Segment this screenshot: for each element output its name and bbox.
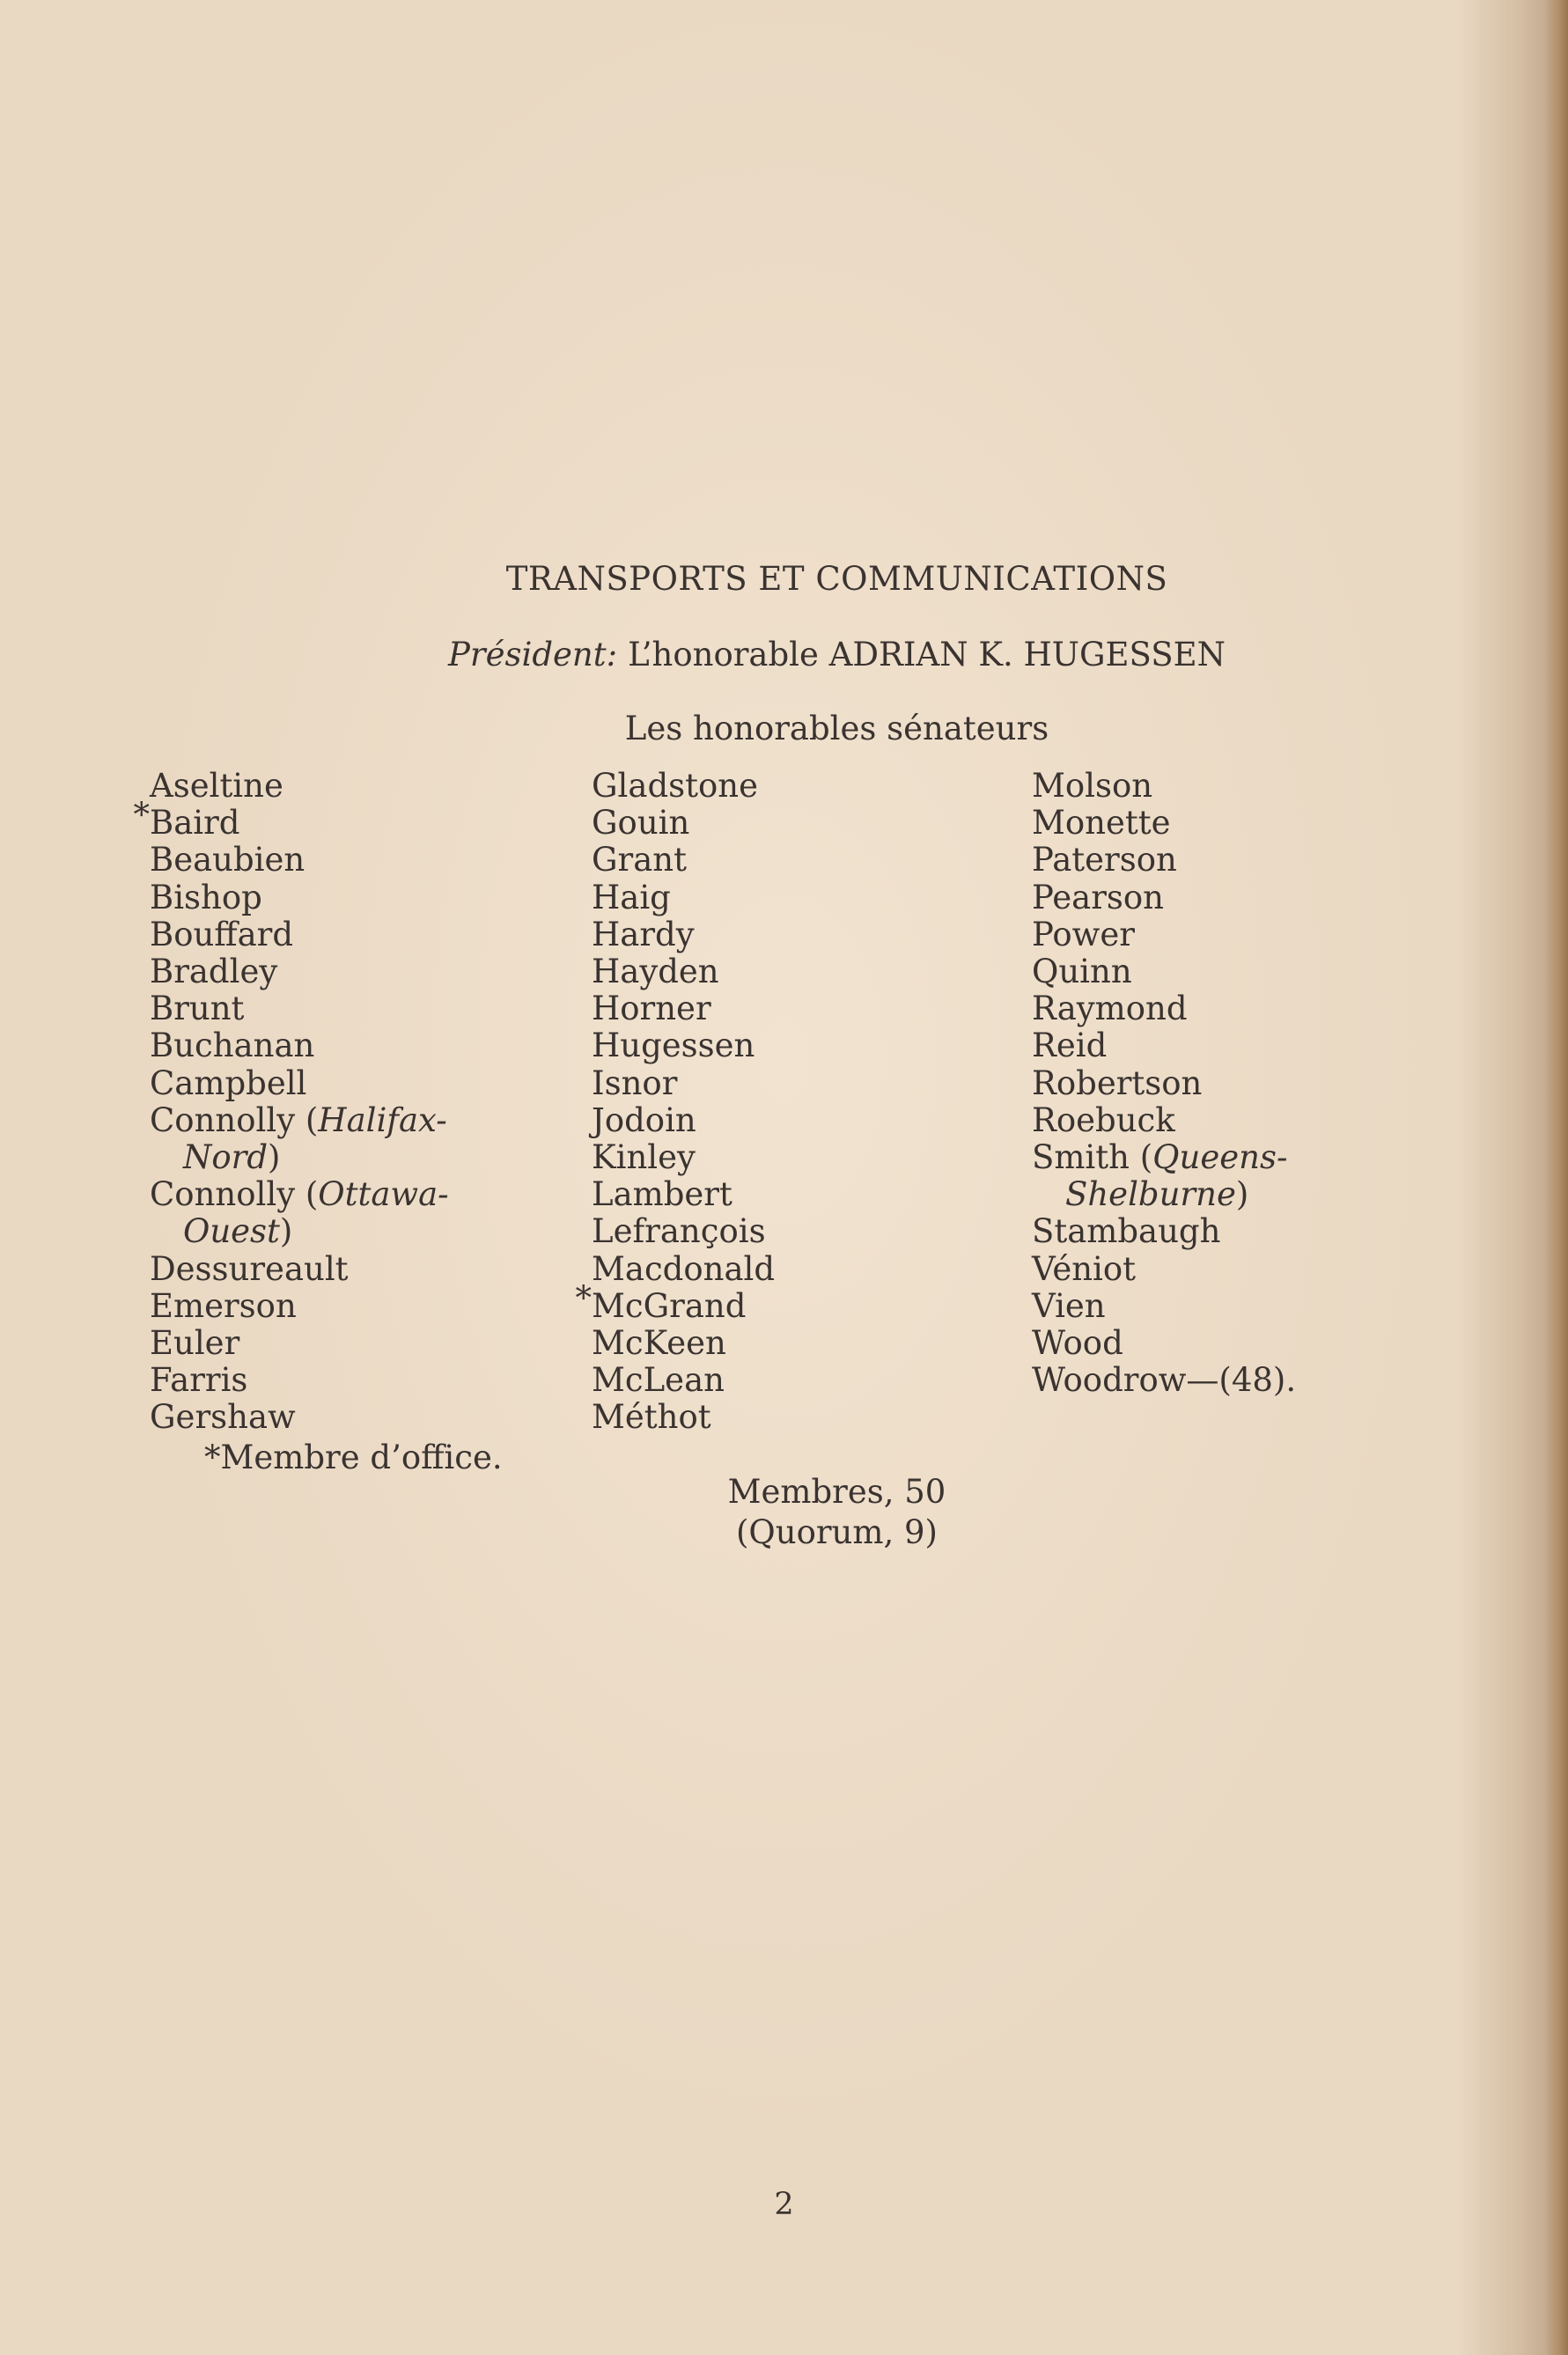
senator-name: Grant xyxy=(592,841,688,879)
senator-list-item xyxy=(592,1213,775,1250)
senator-list-item xyxy=(150,1027,449,1064)
senator-list-item xyxy=(150,1399,449,1436)
senator-name: Emerson xyxy=(150,1286,297,1325)
senator-name: McGrand xyxy=(592,1286,747,1325)
senator-division: Shelburne xyxy=(1065,1175,1236,1214)
senator-list-item xyxy=(150,1362,449,1399)
senator-column-1 xyxy=(133,767,449,1437)
senator-name: Lambert xyxy=(592,1175,732,1214)
senator-list-item xyxy=(1032,768,1296,805)
senator-list-item xyxy=(150,1213,449,1250)
senator-list-item xyxy=(592,879,775,916)
senator-name: Campbell xyxy=(150,1063,307,1102)
senator-list-item xyxy=(1032,1065,1296,1102)
quorum-count: (Quorum, 9) xyxy=(736,1513,938,1551)
senator-list-item xyxy=(150,1065,449,1102)
closing-paren: ) xyxy=(1235,1175,1249,1214)
senator-list-item xyxy=(592,1139,775,1176)
senator-list-item xyxy=(1032,842,1296,879)
senator-name: Gouin xyxy=(592,804,690,843)
senator-list-item xyxy=(150,805,449,842)
senator-name: Monette xyxy=(1032,804,1171,843)
president-label: Président: xyxy=(448,636,618,673)
senator-name: Molson xyxy=(1032,767,1153,805)
senator-name: Baird xyxy=(150,804,240,843)
senator-name: Roebuck xyxy=(1032,1100,1175,1139)
senator-list-item xyxy=(150,953,449,990)
ex-officio-footnote: *Membre d’office. xyxy=(204,1439,503,1476)
senator-name: Wood xyxy=(1032,1324,1123,1363)
senator-name: Paterson xyxy=(1032,841,1177,879)
senator-division: Ouest xyxy=(183,1212,280,1251)
senators-subtitle: Les honorables sénateurs xyxy=(624,710,1049,747)
senator-name: Raymond xyxy=(1032,990,1188,1028)
committee-title: TRANSPORTS ET COMMUNICATIONS xyxy=(505,560,1168,598)
senator-list-item xyxy=(1032,1213,1296,1250)
senator-list-item xyxy=(592,1288,775,1325)
senator-name: Gershaw xyxy=(150,1398,296,1437)
senator-name: Buchanan xyxy=(150,1027,315,1065)
senator-division: Queens- xyxy=(1152,1138,1288,1177)
senator-name: Pearson xyxy=(1032,878,1164,916)
senator-name: Reid xyxy=(1032,1027,1108,1065)
senator-list-item xyxy=(1032,916,1296,953)
senator-list-item xyxy=(592,990,775,1027)
page-edge-shadow xyxy=(1545,0,1568,2355)
senator-name: Hayden xyxy=(592,953,719,991)
senator-list-item xyxy=(592,916,775,953)
senator-list-item xyxy=(150,842,449,879)
senator-name: Power xyxy=(1032,915,1135,953)
page-number: 2 xyxy=(774,2187,794,2222)
senator-division: Ottawa- xyxy=(318,1175,449,1214)
senator-name: Isnor xyxy=(592,1063,678,1102)
senator-list-item xyxy=(1032,1027,1296,1064)
senator-list-item xyxy=(592,805,775,842)
senator-list-item xyxy=(1032,879,1296,916)
senator-list-item: * Aseltine xyxy=(133,767,283,834)
senator-list-item xyxy=(150,1139,449,1176)
senator-name: Brunt xyxy=(150,990,245,1028)
members-count: Membres, 50 xyxy=(727,1473,946,1511)
senator-list-item xyxy=(150,1325,449,1362)
senator-list-item xyxy=(1032,1325,1296,1362)
membership-summary xyxy=(0,1472,1568,1553)
senator-list-item xyxy=(592,1102,775,1139)
closing-paren: ) xyxy=(279,1212,293,1251)
senator-list-item xyxy=(150,879,449,916)
senator-name: Aseltine xyxy=(150,767,283,805)
senator-name: Lefrançois xyxy=(592,1212,766,1251)
president-line xyxy=(0,636,1568,673)
senator-list-item: * Macdonald xyxy=(575,1249,776,1317)
senator-name: Hugessen xyxy=(592,1027,755,1065)
senator-name: Bouffard xyxy=(150,915,294,953)
senator-list-item xyxy=(592,1027,775,1064)
senator-list-item xyxy=(1032,805,1296,842)
senator-name: Haig xyxy=(592,878,671,916)
senator-list-item xyxy=(1032,990,1296,1027)
senator-list-item xyxy=(592,1176,775,1213)
senator-list-item xyxy=(150,916,449,953)
senator-name: Gladstone xyxy=(592,767,758,805)
senator-list-item xyxy=(1032,1251,1296,1288)
senator-division: Nord xyxy=(183,1138,269,1177)
senator-name: Robertson xyxy=(1032,1063,1203,1102)
senator-list-item xyxy=(150,1102,449,1139)
senator-list-item xyxy=(592,1399,775,1436)
senator-name: Véniot xyxy=(1032,1249,1137,1288)
senator-name: Hardy xyxy=(592,915,695,953)
senator-list-item xyxy=(592,1065,775,1102)
senator-name: Connolly ( xyxy=(150,1175,319,1214)
senator-name: McLean xyxy=(592,1361,725,1400)
senator-division: Halifax- xyxy=(318,1100,447,1139)
closing-paren: ) xyxy=(268,1138,281,1177)
senator-list-item xyxy=(592,842,775,879)
senator-list-item xyxy=(1032,1176,1296,1213)
president-name: L’honorable ADRIAN K. HUGESSEN xyxy=(628,636,1226,673)
senator-name: Quinn xyxy=(1032,953,1132,991)
senator-name: Stambaugh xyxy=(1032,1212,1221,1251)
senator-list-item xyxy=(150,1176,449,1213)
senator-name: Woodrow—(48). xyxy=(1032,1361,1297,1400)
senator-name: Beaubien xyxy=(150,841,306,879)
senator-name: Horner xyxy=(592,990,711,1028)
senator-name: Méthot xyxy=(592,1398,711,1437)
senator-name: Macdonald xyxy=(592,1249,776,1288)
senator-name: Dessureault xyxy=(150,1249,349,1288)
senator-list-item xyxy=(1032,1288,1296,1325)
senator-name: Connolly ( xyxy=(150,1100,319,1139)
senator-name: Bradley xyxy=(150,953,278,991)
senator-name: Vien xyxy=(1032,1286,1106,1325)
senator-list-item xyxy=(592,1325,775,1362)
senator-name: Farris xyxy=(150,1361,248,1400)
senator-name: Euler xyxy=(150,1324,240,1363)
senator-name: Jodoin xyxy=(592,1100,696,1139)
senator-column-2 xyxy=(575,767,776,1437)
senator-list-item xyxy=(1032,953,1296,990)
senator-column-3 xyxy=(1032,768,1296,1399)
senator-list-item xyxy=(592,768,775,805)
senator-list-item xyxy=(1032,1362,1296,1399)
senator-name: McKeen xyxy=(592,1324,726,1363)
senator-list-item xyxy=(592,1362,775,1399)
senator-name: Bishop xyxy=(150,878,262,916)
senator-list-item xyxy=(1032,1102,1296,1139)
senator-list-item xyxy=(592,953,775,990)
senator-list-item xyxy=(150,1288,449,1325)
senator-list-item xyxy=(150,990,449,1027)
senator-name: Smith ( xyxy=(1032,1138,1153,1177)
senator-name: Kinley xyxy=(592,1138,696,1177)
senator-list-item xyxy=(150,1251,449,1288)
senator-list-item xyxy=(1032,1139,1296,1176)
